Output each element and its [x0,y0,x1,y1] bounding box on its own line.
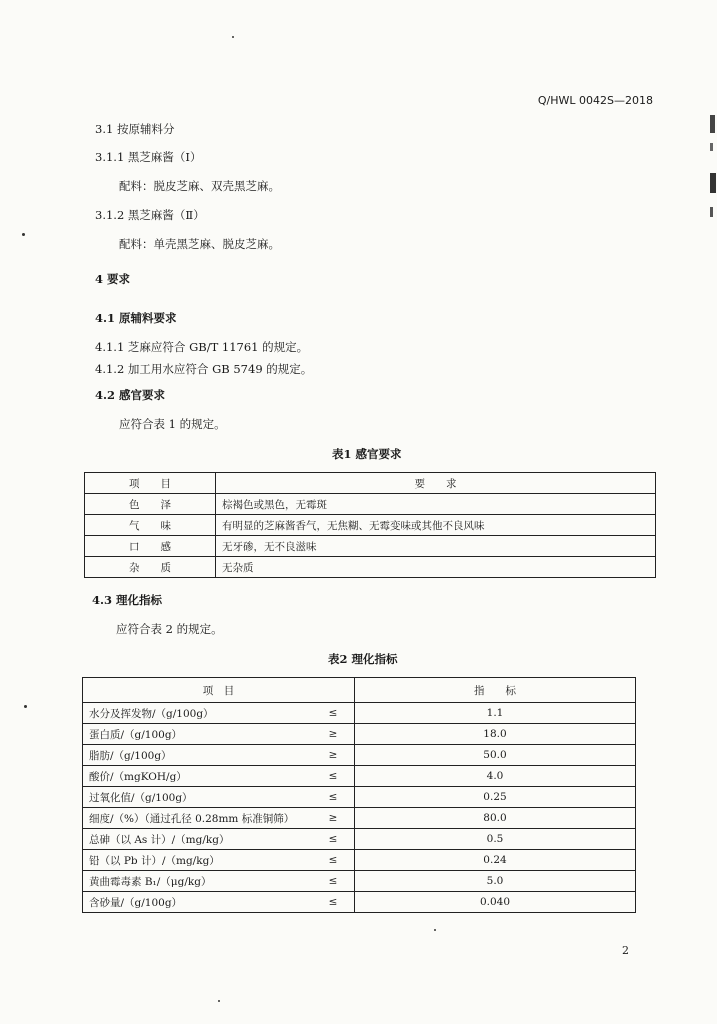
section-4-1-1: 4.1.1 芝麻应符合 GB/T 11761 的规定。 [95,340,309,354]
table-row [83,850,636,871]
table-row [85,515,656,536]
table-row [83,892,636,913]
scan-speck [232,36,234,38]
ingredients-2: 配料：单壳黑芝麻、脱皮芝麻。 [119,237,280,251]
table-cell-operator: ≥ [312,724,355,745]
table-cell-item: 色 泽 [85,494,216,515]
table-cell-value: 5.0 [355,871,636,892]
table-cell-value: 0.24 [355,850,636,871]
table-cell-value: 18.0 [355,724,636,745]
scan-speck [24,705,27,708]
table-cell-operator: ≤ [312,850,355,871]
table-cell-operator: ≤ [312,703,355,724]
table-cell-item: 蛋白质/（g/100g） [83,724,313,745]
table-cell-item: 脂肪/（g/100g） [83,745,313,766]
table-cell-item: 水分及挥发物/（g/100g） [83,703,313,724]
table-cell-operator: ≤ [312,787,355,808]
standard-code: Q/HWL 0042S—2018 [537,94,653,107]
table-row [85,494,656,515]
table-cell-value: 0.040 [355,892,636,913]
section-4-1: 4.1 原辅料要求 [95,311,177,325]
section-3-1-1: 3.1.1 黑芝麻酱（Ⅰ） [95,150,202,164]
table-cell-item: 黄曲霉毒素 B₁/（μg/kg） [83,871,313,892]
table-cell-value: 80.0 [355,808,636,829]
ingredients-1: 配料：脱皮芝麻、双壳黑芝麻。 [119,179,280,193]
table-row [83,871,636,892]
table-cell-value: 50.0 [355,745,636,766]
table-cell-requirement: 无杂质 [216,557,656,578]
scan-speck [22,233,25,236]
table-cell-requirement: 有明显的芝麻酱香气，无焦糊、无霉变味或其他不良风味 [216,515,656,536]
table-row [85,557,656,578]
table-cell-item: 酸价/（mgKOH/g） [83,766,313,787]
table-cell-operator: ≤ [312,871,355,892]
table2-caption: 表2 理化指标 [328,652,398,666]
table1-reference: 应符合表 1 的规定。 [119,417,226,431]
table-header-row [83,678,636,703]
table1-caption: 表1 感官要求 [332,447,402,461]
page-number: 2 [622,944,629,957]
table-row [83,745,636,766]
scan-speck [434,929,436,931]
table-header-cell: 要 求 [216,473,656,494]
table-row [83,829,636,850]
table-row [83,766,636,787]
table-header-row [85,473,656,494]
section-3-1: 3.1 按原辅料分 [95,122,175,136]
sensory-table [84,472,656,578]
table-row [85,536,656,557]
table-cell-requirement: 无牙碜，无不良滋味 [216,536,656,557]
table-cell-value: 0.5 [355,829,636,850]
table-cell-item: 含砂量/（g/100g） [83,892,313,913]
table-header-cell: 项 目 [83,678,355,703]
table-cell-operator: ≤ [312,892,355,913]
table-row [83,808,636,829]
section-4: 4 要求 [95,272,131,286]
table-cell-item: 铅（以 Pb 计）/（mg/kg） [83,850,313,871]
table-cell-value: 1.1 [355,703,636,724]
table-cell-value: 4.0 [355,766,636,787]
table-cell-operator: ≥ [312,808,355,829]
table-header-cell: 指 标 [355,678,636,703]
table-row [83,703,636,724]
table-cell-operator: ≤ [312,829,355,850]
section-4-1-2: 4.1.2 加工用水应符合 GB 5749 的规定。 [95,362,313,376]
section-3-1-2: 3.1.2 黑芝麻酱（Ⅱ） [95,208,205,222]
table-header-cell: 项 目 [85,473,216,494]
table-cell-operator: ≤ [312,766,355,787]
table-cell-item: 口 感 [85,536,216,557]
table-cell-value: 0.25 [355,787,636,808]
section-4-2: 4.2 感官要求 [95,388,166,402]
scan-edge-bleed [710,115,717,245]
table-cell-requirement: 棕褐色或黑色，无霉斑 [216,494,656,515]
table-cell-item: 过氧化值/（g/100g） [83,787,313,808]
table-cell-item: 气 味 [85,515,216,536]
table2-reference: 应符合表 2 的规定。 [116,622,223,636]
table-row [83,724,636,745]
table-row [83,787,636,808]
section-4-3: 4.3 理化指标 [92,593,163,607]
table-cell-item: 杂 质 [85,557,216,578]
table-cell-item: 总砷（以 As 计）/（mg/kg） [83,829,313,850]
physicochemical-table [82,677,636,913]
table-cell-item: 细度/（%）（通过孔径 0.28mm 标准铜筛） [83,808,313,829]
table-cell-operator: ≥ [312,745,355,766]
scan-speck [218,1000,220,1002]
